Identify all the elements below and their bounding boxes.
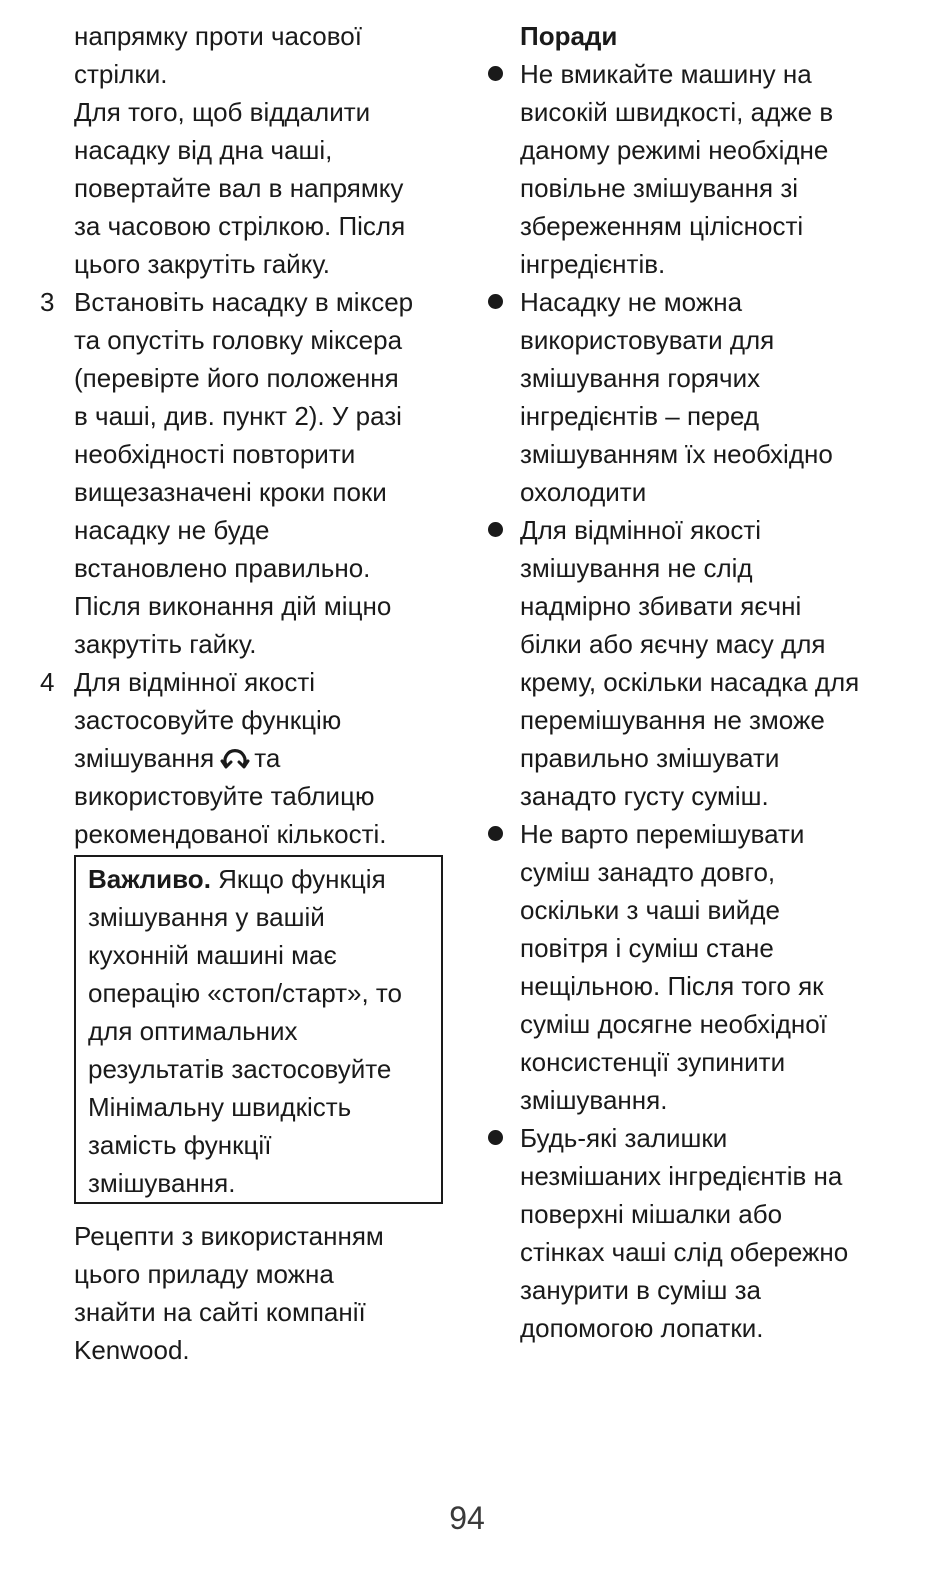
text-line: змішуванням їх необхідно <box>520 439 833 469</box>
text-line: Насадку не можна <box>520 287 743 317</box>
text-line: насадку не буде <box>74 515 270 545</box>
text-line: Встановіть насадку в міксер <box>74 287 414 317</box>
text-line: білки або яєчну масу для <box>520 629 826 659</box>
text-line: операцію «стоп/старт», то <box>88 978 403 1008</box>
text-line: незмішаних інгредієнтів на <box>520 1161 843 1191</box>
text-line: правильно змішувати <box>520 743 780 773</box>
text-line-with-icon <box>74 739 280 777</box>
text-line: результатів застосовуйте <box>88 1054 392 1084</box>
text-line: цього закрутіть гайку. <box>74 249 330 279</box>
text-line: перемішування не зможе <box>520 705 825 735</box>
text-line: змішування. <box>88 1168 236 1198</box>
text-line: (перевірте його положення <box>74 363 399 393</box>
text-line: нещільною. Після того як <box>520 971 824 1001</box>
text-line: поверхні мішалки або <box>520 1199 783 1229</box>
text-line: Будь-які залишки <box>520 1123 728 1153</box>
text-line: надмірно збивати яєчні <box>520 591 802 621</box>
text-line: занурити в суміш за <box>520 1275 761 1305</box>
text-line: за часовою стрілкою. Після <box>74 211 406 241</box>
text-line: змішування горячих <box>520 363 761 393</box>
important-note-box <box>74 855 443 1204</box>
text-line: цього приладу можна <box>74 1259 334 1289</box>
text-line: крему, оскільки насадка для <box>520 667 860 697</box>
text-line: вищезазначені кроки поки <box>74 477 387 507</box>
text-line: для оптимальних <box>88 1016 298 1046</box>
text-line: знайти на сайті компанії <box>74 1297 366 1327</box>
text-line: суміш досягне необхідної <box>520 1009 827 1039</box>
important-label: Важливо. <box>88 864 211 894</box>
text-line: занадто густу суміш. <box>520 781 769 811</box>
text-segment: Якщо функція <box>210 864 386 894</box>
text-line: стрілки. <box>74 59 168 89</box>
text-line: стінках чаші слід обережно <box>520 1237 849 1267</box>
text-line: Для відмінної якості <box>74 667 316 697</box>
text-line: охолодити <box>520 477 647 507</box>
text-line: використовувати для <box>520 325 775 355</box>
text-line: та опустіть головку міксера <box>74 325 403 355</box>
text-line: інгредієнтів – перед <box>520 401 760 431</box>
page-number: 94 <box>449 1500 485 1536</box>
text-line: напрямку проти часової <box>74 21 362 51</box>
text-line: необхідності повторити <box>74 439 356 469</box>
text-line: кухонній машині має <box>88 940 337 970</box>
bullet-dot-icon <box>488 522 503 537</box>
text-line: допомогою лопатки. <box>520 1313 764 1343</box>
text-line: Kenwood. <box>74 1335 190 1365</box>
text-line: замість функції <box>88 1130 272 1160</box>
text-line: Для того, щоб віддалити <box>74 97 371 127</box>
bullet-dot-icon <box>488 66 503 81</box>
text-line: рекомендованої кількості. <box>74 819 387 849</box>
text-line: Мінімальну швидкість <box>88 1092 352 1122</box>
text-line: насадку від дна чаші, <box>74 135 333 165</box>
step-number: 4 <box>40 667 55 697</box>
text-line: даному режимі необхідне <box>520 135 829 165</box>
text-line: закрутіть гайку. <box>74 629 257 659</box>
step-number: 3 <box>40 287 55 317</box>
text-line: Рецепти з використанням <box>74 1221 384 1251</box>
text-segment: та <box>254 743 281 773</box>
text-line: Після виконання дій міцно <box>74 591 392 621</box>
tips-heading: Поради <box>520 21 618 51</box>
text-line: змішування. <box>520 1085 668 1115</box>
bullet-dot-icon <box>488 294 503 309</box>
note-first-line <box>88 860 386 898</box>
text-line: Для відмінної якості <box>520 515 762 545</box>
text-line: оскільки з чаші вийде <box>520 895 780 925</box>
text-line: збереженням цілісності <box>520 211 804 241</box>
text-line: повертайте вал в напрямку <box>74 173 404 203</box>
text-line: суміш занадто довго, <box>520 857 776 887</box>
text-line: Не варто перемішувати <box>520 819 805 849</box>
bullet-dot-icon <box>488 1130 503 1145</box>
text-line: змішування у вашій <box>88 902 325 932</box>
text-line: встановлено правильно. <box>74 553 371 583</box>
text-line: використовуйте таблицю <box>74 781 375 811</box>
text-line: змішування не слід <box>520 553 753 583</box>
text-line: інгредієнтів. <box>520 249 666 279</box>
text-line: повітря і суміш стане <box>520 933 774 963</box>
text-line: в чаші, див. пункт 2). У разі <box>74 401 402 431</box>
text-line: повільне змішування зі <box>520 173 799 203</box>
text-line: високій швидкості, адже в <box>520 97 834 127</box>
text-line: Не вмикайте машину на <box>520 59 812 89</box>
text-line: застосовуйте функцію <box>74 705 342 735</box>
text-line: консистенції зупинити <box>520 1047 786 1077</box>
bullet-dot-icon <box>488 826 503 841</box>
text-segment: змішування <box>74 743 215 773</box>
